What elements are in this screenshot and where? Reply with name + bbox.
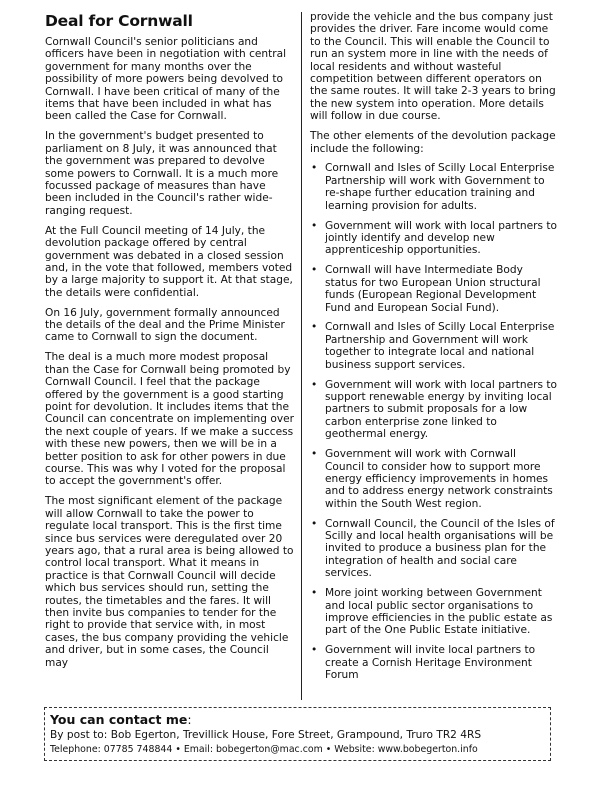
bullet-icon: • bbox=[311, 219, 318, 232]
paragraph: Cornwall Council's senior politicians and officers have been in negotiation with central government for many months over the possibility of more powers being devolved to Cornwall. I have been critical of many of the items that have been included in what has been called the Case for Cornwall. bbox=[45, 36, 287, 123]
list-item bbox=[310, 220, 558, 257]
devolution-elements-list bbox=[310, 162, 558, 681]
article-title: Deal for Cornwall bbox=[45, 12, 193, 30]
list-item-text: Cornwall will have Intermediate Body status for two European Union structural funds (European Regional Development Fund and European Social Fund). bbox=[325, 264, 541, 314]
bullet-icon: • bbox=[311, 587, 318, 600]
list-item bbox=[310, 448, 558, 510]
paragraph: In the government's budget presented to parliament on 8 July, it was announced that the government was prepared to devolve some powers to Cornwall. It is a much more focussed package of measures than have been included in the Council's rather wide-ranging request. bbox=[45, 130, 279, 217]
bullet-icon: • bbox=[311, 264, 318, 277]
right-column bbox=[310, 11, 558, 689]
bullet-icon: • bbox=[311, 162, 318, 175]
contact-phone-email-website: Telephone: 07785 748844 • Email: bobegerton@mac.com • Website: www.bobegerton.info bbox=[50, 744, 478, 755]
column-divider bbox=[301, 12, 302, 700]
list-item bbox=[310, 518, 558, 580]
list-item bbox=[310, 644, 558, 681]
list-item-text: Cornwall and Isles of Scilly Local Enterprise Partnership will work with Government to re-shape further education training and learning provision for adults. bbox=[325, 162, 555, 212]
contact-box bbox=[44, 707, 551, 761]
list-item bbox=[310, 264, 558, 314]
bullet-icon: • bbox=[311, 378, 318, 391]
list-item bbox=[310, 162, 558, 212]
bullet-icon: • bbox=[311, 517, 318, 530]
contact-heading-text: You can contact me bbox=[50, 712, 188, 727]
list-item bbox=[310, 379, 558, 441]
contact-heading-colon: : bbox=[187, 712, 192, 727]
bullet-icon: • bbox=[311, 321, 318, 334]
list-item-text: Government will invite local partners to create a Cornish Heritage Environment Forum bbox=[325, 644, 536, 682]
paragraph: provide the vehicle and the bus company just provides the driver. Fare income would come to the Council. This will enable the Council to run an system more in line with the needs of local residents and without wasteful competition between different operators on the same routes. It will take 2-3 years to bring the new system into operation. More details will follow in due course. bbox=[310, 11, 556, 123]
list-item bbox=[310, 321, 558, 371]
paragraph: The most significant element of the package will allow Cornwall to take the power to regulate local transport. This is the first time since bus services were deregulated over 20 years ago, that a rural area is being allowed to control local transport. What it means in practice is that Cornwall Council will decide which bus services should run, setting the routes, the timetables and the fares. It will then invite bus companies to tender for the right to provide that service with, in most cases, the bus company providing the vehicle and driver, but in some cases, the Council may bbox=[45, 495, 294, 669]
paragraph: The other elements of the devolution package include the following: bbox=[310, 130, 556, 155]
contact-heading bbox=[50, 712, 545, 728]
list-item-text: Government will work with Cornwall Council to consider how to support more energy efficiency improvements in homes and to address energy network constraints within the South West region. bbox=[325, 448, 553, 510]
list-item bbox=[310, 587, 558, 637]
list-item-text: Government will work with local partners to support renewable energy by inviting local partners to submit proposals for a low carbon enterprise zone linked to geothermal energy. bbox=[325, 378, 558, 441]
paragraph: At the Full Council meeting of 14 July, the devolution package offered by central government was debated in a closed session and, in the vote that followed, members voted by a large majority to support it. At that stage, the details were confidential. bbox=[45, 224, 293, 299]
paragraph: On 16 July, government formally announced the details of the deal and the Prime Minister came to Cornwall to sign the document. bbox=[45, 306, 285, 344]
contact-postal-address: By post to: Bob Egerton, Trevillick House, Fore Street, Grampound, Truro TR2 4RS bbox=[50, 729, 482, 741]
left-column bbox=[45, 12, 295, 677]
list-item-text: Government will work with local partners to jointly identify and develop new apprenticeship opportunities. bbox=[325, 219, 558, 257]
paragraph: The deal is a much more modest proposal than the Case for Cornwall being promoted by Cornwall Council. I feel that the package offered by the government is a good starting point for devolution. It includes items that the Council can concentrate on implementing over the next couple of years. If we make a success with these new powers, then we will be in a better position to ask for other powers in due course. This was why I voted for the proposal to accept the government's offer. bbox=[45, 351, 294, 488]
bullet-icon: • bbox=[311, 448, 318, 461]
list-item-text: Cornwall and Isles of Scilly Local Enterprise Partnership and Government will work together to integrate local and national business support services. bbox=[325, 321, 555, 371]
list-item-text: Cornwall Council, the Council of the Isles of Scilly and local health organisations will be invited to produce a business plan for the integration of health and social care services. bbox=[325, 517, 555, 580]
bullet-icon: • bbox=[311, 644, 318, 657]
list-item-text: More joint working between Government and local public sector organisations to improve efficiencies in the public estate as part of the One Public Estate initiative. bbox=[325, 587, 553, 637]
